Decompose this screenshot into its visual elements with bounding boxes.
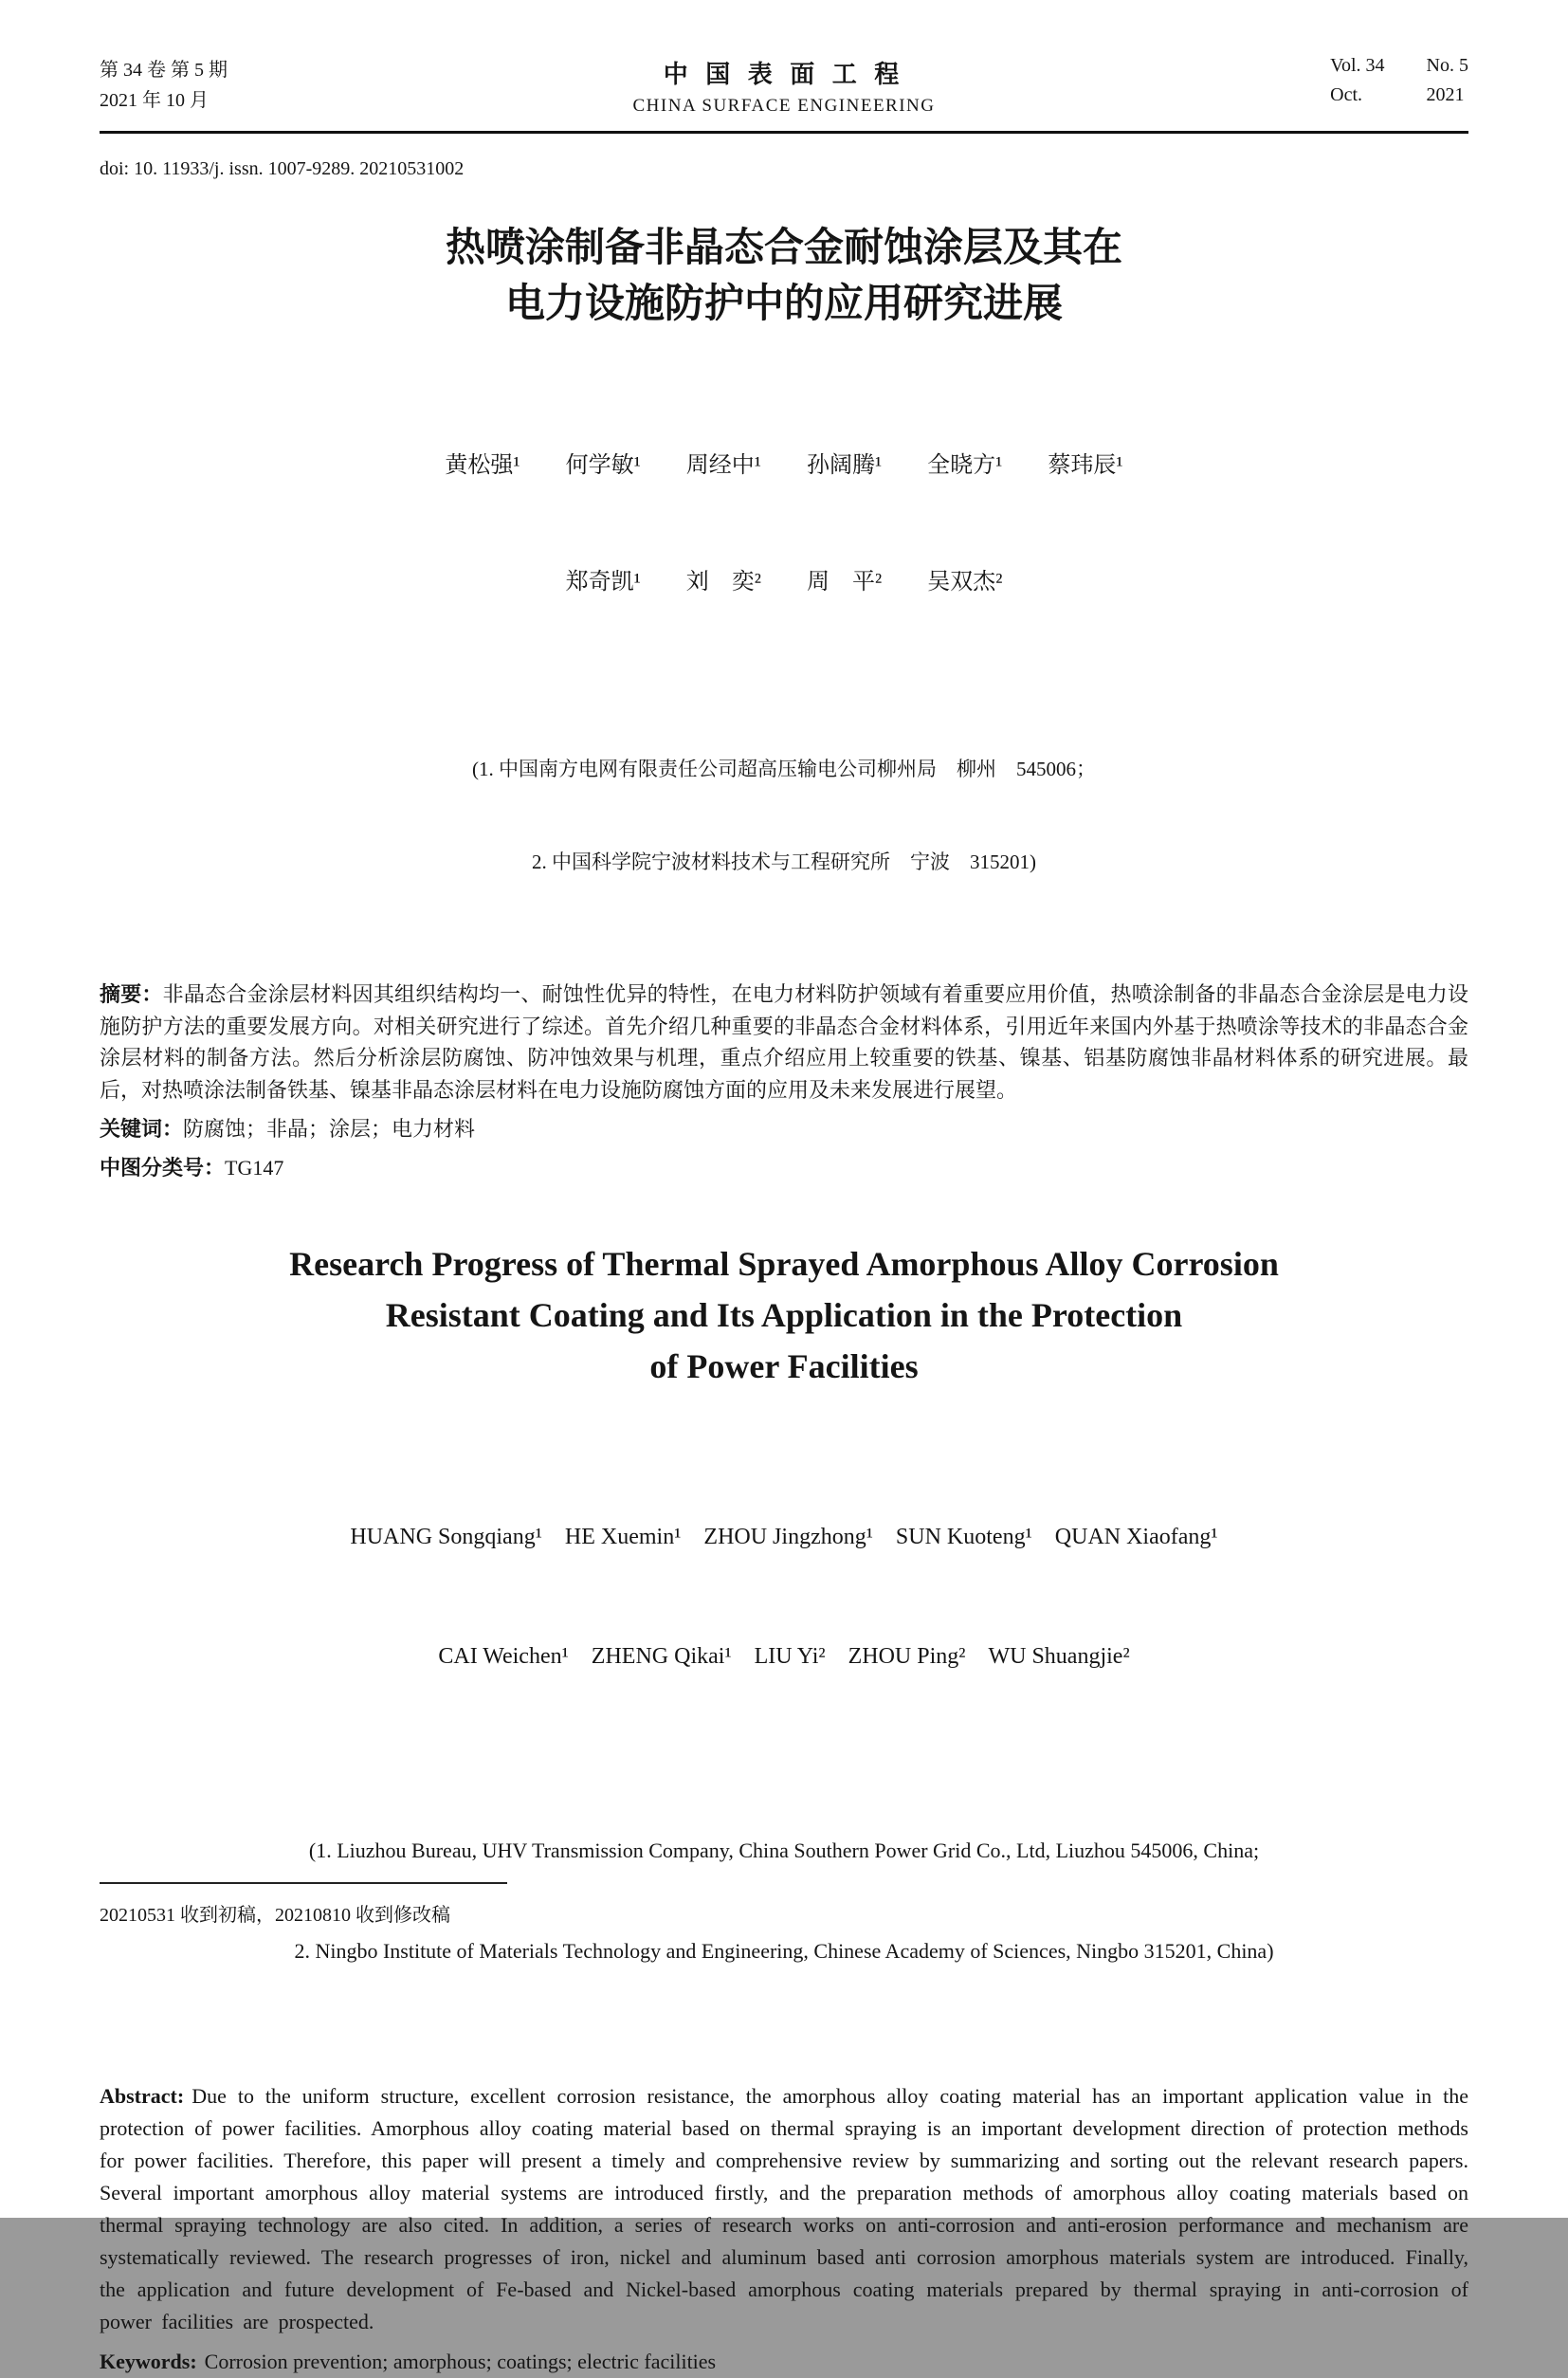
- affiliations-cn: [100, 692, 1468, 939]
- header-date-cn: 2021 年 10 月: [100, 90, 209, 111]
- doi-line: doi: 10. 11933/j. issn. 1007-9289. 20210531002: [100, 158, 465, 179]
- journal-name-en: CHINA SURFACE ENGINEERING: [632, 96, 936, 116]
- article-title-en-line3: of Power Facilities: [649, 1347, 919, 1386]
- header-month-en: Oct.: [1330, 84, 1363, 105]
- footnote-rule: [100, 1882, 507, 1884]
- clc-number-label: 中图分类号：: [100, 1156, 226, 1180]
- header-vol-en: Vol. 34: [1330, 55, 1385, 76]
- header-volume-issue-cn: 第 34 卷 第 5 期: [100, 60, 228, 81]
- article-title-en-line1: Research Progress of Thermal Sprayed Amorphous Alloy Corrosion: [289, 1245, 1279, 1284]
- abstract-en: [100, 2080, 1468, 2339]
- abstract-en-text: Due to the uniform structure, excellent corrosion resistance, the amorphous alloy coating material has an important application value in the protection of power facilities. Amorphous alloy coating material based on thermal spraying is an important development direction of protection methods for power facilities. Therefore, this paper will present a timely and comprehensive review by summarizing and sorting out the relevant research papers. Several important amorphous alloy material systems are introduced firstly, and the preparation methods of amorphous alloy coating materials based on thermal spraying technology are also cited. In addition, a series of research works on anti-corrosion and anti-erosion performance and mechanism are systematically reviewed. The research progresses of iron, nickel and aluminum based anti corrosion amorphous materials system are introduced. Finally, the application and future development of Fe-based and Nickel-based amorphous coating materials prepared by thermal spraying in anti-corrosion of power facilities are prospected.: [100, 2083, 1468, 2334]
- keywords-en-label: Keywords:: [100, 2350, 197, 2374]
- authors-cn-line2: 郑奇凯¹ 刘 奕² 周 平² 吴双杰²: [565, 569, 1003, 594]
- clc-number-text: TG147: [225, 1156, 284, 1180]
- authors-en-line1: HUANG Songqiang¹ HE Xuemin¹ ZHOU Jingzhong¹ SUN Kuoteng¹ QUAN Xiaofang¹: [350, 1525, 1218, 1550]
- keywords-cn: [100, 1113, 1468, 1144]
- article-title-cn-line1: 热喷涂制备非晶态合金耐蚀涂层及其在: [445, 225, 1122, 269]
- journal-name-cn: 中 国 表 面 工 程: [663, 61, 905, 88]
- article-title-cn-line2: 电力设施防护中的应用研究进展: [504, 280, 1063, 325]
- header-no-en: No. 5: [1426, 55, 1468, 76]
- affiliation-cn-line1: (1. 中国南方电网有限责任公司超高压输电公司柳州局 柳州 545006；: [472, 758, 1096, 781]
- footnote-area: [100, 1882, 1468, 1927]
- header-year-en: 2021: [1426, 84, 1465, 105]
- keywords-cn-label: 关键词：: [100, 1117, 184, 1142]
- article-title-en-line2: Resistant Coating and Its Application in the Protection: [385, 1296, 1183, 1335]
- authors-cn-line1: 黄松强¹ 何学敏¹ 周经中¹ 孙阔腾¹ 全晓方¹ 蔡玮辰¹: [445, 453, 1123, 479]
- article-title-en: [100, 1238, 1468, 1392]
- authors-en: [100, 1437, 1468, 1756]
- header-vol-grid: [1330, 55, 1468, 106]
- abstract-en-label: Abstract:: [100, 2083, 185, 2108]
- keywords-en: [100, 2346, 1468, 2378]
- keywords-cn-text: 防腐蚀；非晶；涂层；电力材料: [183, 1117, 476, 1142]
- header-journal-title-block: [633, 55, 936, 117]
- keywords-en-text: Corrosion prevention; amorphous; coatings; electric facilities: [204, 2350, 717, 2374]
- authors-cn: [100, 370, 1468, 679]
- article-title-cn: [100, 220, 1468, 332]
- journal-header: [100, 55, 1468, 134]
- abstract-cn-label: 摘要：: [100, 982, 163, 1007]
- abstract-cn: [100, 979, 1468, 1106]
- abstract-cn-text: 非晶态合金涂层材料因其组织结构均一、耐蚀性优异的特性，在电力材料防护领域有着重要应用价值，热喷涂制备的非晶态合金涂层是电力设施防护方法的重要发展方向。对相关研究进行了综述。首先介绍几种重要的非晶态合金材料体系，引用近年来国内外基于热喷涂等技术的非晶态合金涂层材料的制备方法。然后分析涂层防腐蚀、防冲蚀效果与机理，重点介绍应用上较重要的铁基、镍基、铝基防腐蚀非晶材料体系的研究进展。最后，对热喷涂法制备铁基、镍基非晶态涂层材料在电力设施防腐蚀方面的应用及未来发展进行展望。: [100, 982, 1468, 1102]
- footnote-text: 20210531 收到初稿，20210810 收到修改稿: [100, 1905, 450, 1926]
- affiliation-en-line2: 2. Ningbo Institute of Materials Technology and Engineering, Chinese Academy of Sciences, Ningbo 315201, China): [294, 1939, 1274, 1964]
- clc-number: [100, 1152, 1468, 1183]
- authors-en-line2: CAI Weichen¹ ZHENG Qikai¹ LIU Yi² ZHOU Ping² WU Shuangjie²: [438, 1644, 1130, 1670]
- affiliation-cn-line2: 2. 中国科学院宁波材料技术与工程研究所 宁波 315201): [532, 850, 1036, 873]
- affiliation-en-line1: (1. Liuzhou Bureau, UHV Transmission Company, China Southern Power Grid Co., Ltd, Liuzhou 545006, China;: [308, 1838, 1260, 1863]
- header-vol-block: [1330, 55, 1468, 106]
